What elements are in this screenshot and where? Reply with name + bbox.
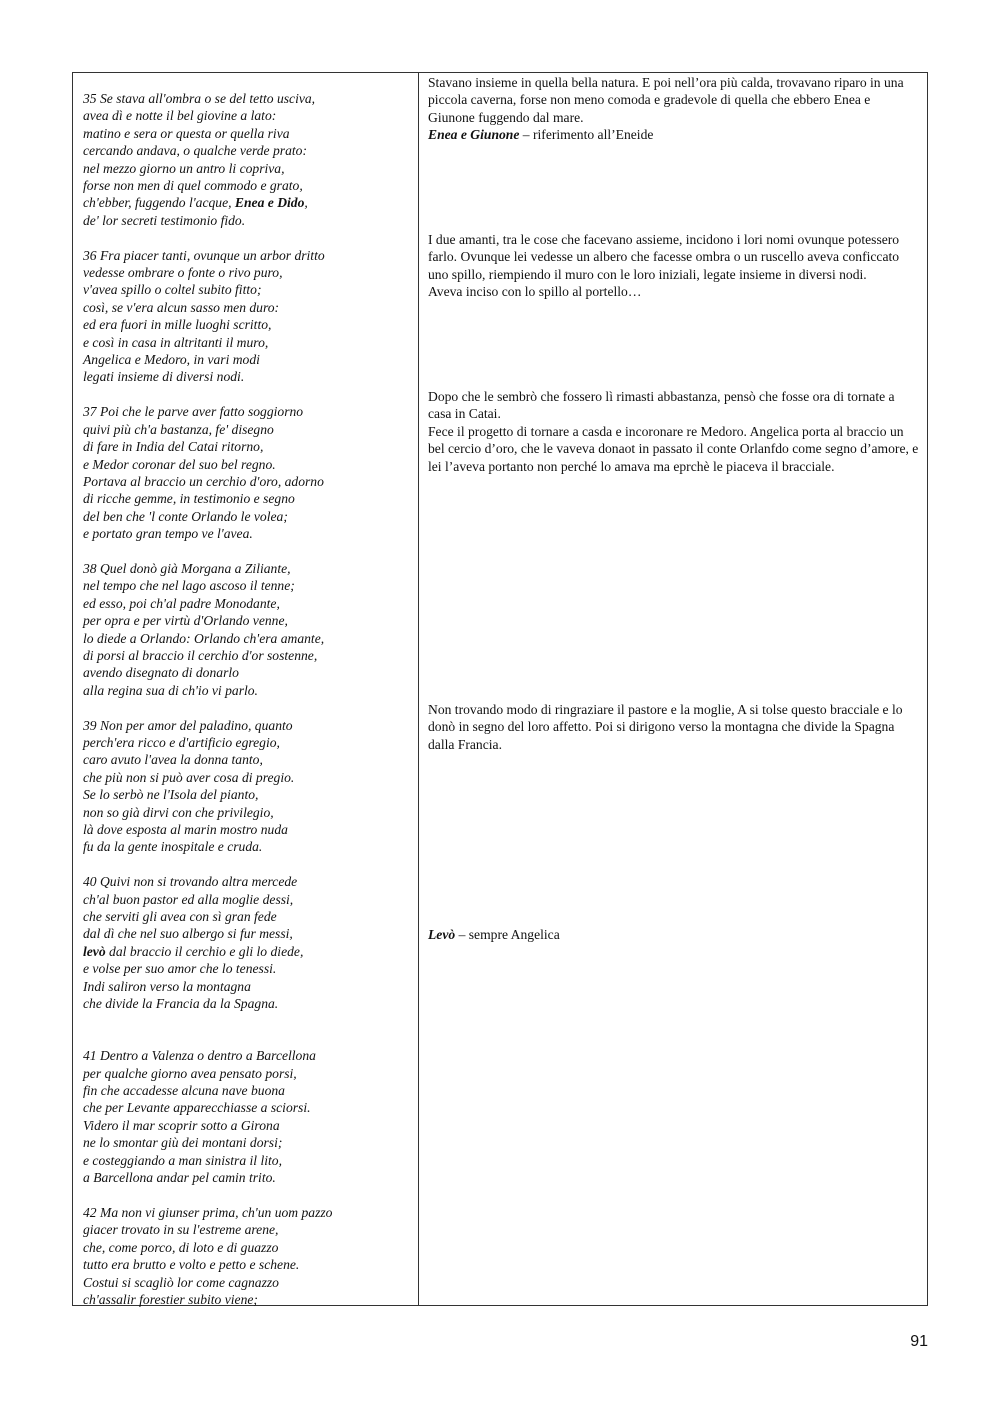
- verse-text: forse non men di quel commodo e grato,: [83, 178, 303, 194]
- verse-text: fin che accadesse alcuna nave buona: [83, 1083, 285, 1099]
- verse-text: per opra e per virtù d'Orlando venne,: [83, 613, 288, 629]
- note-stanza-39: [428, 701, 920, 753]
- verse-line: [83, 908, 413, 925]
- gloss-term: Levò: [428, 927, 456, 942]
- verse-text: e Medor coronar del suo bel regno.: [83, 456, 276, 472]
- verse-text: e portato gran tempo ve l'avea.: [83, 526, 253, 542]
- verse-text: dal dì che nel suo albergo si fur messi,: [83, 926, 293, 942]
- verse-line: [83, 647, 413, 664]
- verse-line: [83, 1256, 413, 1273]
- verse-text: caro avuto l'avea la donna tanto,: [83, 752, 263, 768]
- verse-text: Angelica e Medoro, in vari modi: [83, 352, 260, 368]
- verse-line: [83, 194, 413, 211]
- stanza: [83, 717, 413, 856]
- verse-text: 39 Non per amor del paladino, quanto: [83, 717, 293, 733]
- verse-line: [83, 821, 413, 838]
- stanza: [83, 90, 413, 229]
- stanza: [83, 873, 413, 1012]
- verse-text: che per Levante apparecchiasse a sciorsi.: [83, 1100, 311, 1116]
- verse-text: a Barcellona andar pel camin trito.: [83, 1170, 276, 1186]
- highlighted-term: Enea e Dido: [234, 195, 305, 211]
- verse-line: [83, 508, 413, 525]
- stanza: [83, 403, 413, 542]
- gloss-text: – sempre Angelica: [455, 927, 560, 942]
- verse-text: non so già dirvi con che privilegio,: [83, 804, 274, 820]
- verse-text: 37 Poi che le parve aver fatto soggiorno: [83, 404, 304, 420]
- verse-text: così, se v'era alcun sasso men duro:: [83, 299, 280, 315]
- verse-text: Costui si scagliò lor come cagnazzo: [83, 1274, 279, 1290]
- verse-line: [83, 160, 413, 177]
- note-stanza-40: [428, 926, 920, 943]
- verse-line: [83, 403, 413, 420]
- verse-text: nel tempo che nel lago ascoso il tenne;: [83, 578, 295, 594]
- note-stanza-36: [428, 231, 920, 301]
- verse-text: ch'ebber, fuggendo l'acque,: [83, 195, 235, 211]
- verse-line: [83, 212, 413, 229]
- verse-line: [83, 247, 413, 264]
- verse-line: [83, 612, 413, 629]
- note-gloss: [428, 126, 920, 143]
- column-divider: [418, 73, 419, 1305]
- verse-line: [83, 664, 413, 681]
- verse-line: [83, 717, 413, 734]
- verse-text: vedesse ombrare o fonte o rivo puro,: [83, 265, 283, 281]
- verse-line: [83, 1152, 413, 1169]
- verse-text: cercando andava, o qualche verde prato:: [83, 143, 307, 159]
- verse-text: ,: [304, 195, 308, 211]
- verse-text: perch'era ricco e d'artificio egregio,: [83, 734, 280, 750]
- verse-text: e volse per suo amor che lo tenessi.: [83, 961, 277, 977]
- verse-text: Videro il mar scoprir sotto a Girona: [83, 1117, 280, 1133]
- verse-line: [83, 1274, 413, 1291]
- note-stanza-37: [428, 388, 920, 475]
- verse-line: [83, 786, 413, 803]
- note-text-2: Fece il progetto di tornare a casda e incoronare re Medoro. Angelica porta al braccio un bel cercio d’oro, che le vaveva donaot in passato il conte Orlanfdo come segno d’amore, e lei l’aveva portanto non perché lo amava ma eprchè le piaceva il bracciale.: [428, 423, 919, 474]
- verse-line: [83, 142, 413, 159]
- verse-text: Indi saliron verso la montagna: [83, 978, 251, 994]
- verse-text: che più non si può aver cosa di pregio.: [83, 769, 295, 785]
- verse-text: del ben che 'l conte Orlando le volea;: [83, 508, 288, 524]
- verse-text: legati insieme di diversi nodi.: [83, 369, 245, 385]
- verse-text: avendo disegnato di donarlo: [83, 665, 239, 681]
- stanza: [83, 1047, 413, 1186]
- verse-line: [83, 577, 413, 594]
- verse-line: [83, 1169, 413, 1186]
- verse-line: [83, 943, 413, 960]
- verse-text: fu da la gente inospitale e cruda.: [83, 839, 263, 855]
- verse-text: dal braccio il cerchio e gli lo diede,: [105, 943, 304, 959]
- note-text: Dopo che le sembrò che fossero lì rimasti abbastanza, pensò che fosse ora di tornate a casa in Catai.: [428, 389, 895, 422]
- verse-text: v'avea spillo o coltel subito fitto;: [83, 282, 262, 298]
- verse-line: [83, 1099, 413, 1116]
- verse-text: per qualche giorno avea pensato porsi,: [83, 1065, 297, 1081]
- verse-text: lo diede a Orlando: Orlando ch'era amante,: [83, 630, 325, 646]
- stanza: [83, 560, 413, 699]
- verse-text: Se lo serbò ne l'Isola del pianto,: [83, 787, 259, 803]
- verse-text: avea dì e notte il bel giovine a lato:: [83, 108, 277, 124]
- verse-line: [83, 1082, 413, 1099]
- verse-line: [83, 334, 413, 351]
- note-text: Stavano insieme in quella bella natura. E poi nell’ora più calda, trovavano riparo in una piccola caverna, forse non meno comoda e gradevole di quella che ebbero Enea e Giunone fuggendo dal mare.: [428, 75, 904, 125]
- verse-text: di fare in India del Catai ritorno,: [83, 439, 264, 455]
- verse-text: e così in casa in altritanti il muro,: [83, 334, 269, 350]
- verse-text: che serviti gli avea con sì gran fede: [83, 909, 277, 925]
- verse-line: [83, 630, 413, 647]
- verse-text: 36 Fra piacer tanti, ovunque un arbor dritto: [83, 247, 325, 263]
- note-text: I due amanti, tra le cose che facevano assieme, incidono i lori nomi ovunque potessero farlo. Ovunque lei vedesse un albero che facesse ombra o un ruscello aveva conficcato uno spillo, riempiendo il muro con le loro iniziali, legate insieme in diversi nodi.: [428, 232, 900, 282]
- note-text-2: Aveva inciso con lo spillo al portello…: [428, 284, 642, 300]
- two-column-table: [72, 72, 928, 1306]
- note-stanza-35: [428, 74, 920, 144]
- poem-column: [83, 90, 413, 1326]
- verse-line: [83, 1221, 413, 1238]
- verse-text: 40 Quivi non si trovando altra mercede: [83, 874, 298, 890]
- verse-text: nel mezzo giorno un antro li copriva,: [83, 160, 285, 176]
- verse-line: [83, 490, 413, 507]
- verse-line: [83, 682, 413, 699]
- verse-line: [83, 1204, 413, 1221]
- verse-text: ch'assalir forestier subito viene;: [83, 1291, 258, 1307]
- verse-line: [83, 960, 413, 977]
- verse-text: quivi più ch'a bastanza, fe' disegno: [83, 421, 274, 437]
- gloss-term: Enea e Giunone: [428, 127, 520, 143]
- verse-text: là dove esposta al marin mostro nuda: [83, 822, 288, 837]
- verse-text: ne lo smontar giù dei montani dorsi;: [83, 1135, 283, 1151]
- verse-text: di porsi al braccio il cerchio d'or sostenne,: [83, 647, 318, 663]
- verse-text: de' lor secreti testimonio fido.: [83, 212, 246, 228]
- stanza: [83, 247, 413, 386]
- verse-line: [83, 734, 413, 751]
- verse-line: [83, 978, 413, 995]
- verse-line: [83, 1065, 413, 1082]
- verse-line: [83, 1134, 413, 1151]
- verse-text: e costeggiando a man sinistra il lito,: [83, 1152, 282, 1168]
- verse-line: [83, 804, 413, 821]
- verse-line: [83, 769, 413, 786]
- highlighted-term: levò: [83, 943, 106, 959]
- verse-line: [83, 368, 413, 385]
- gloss-text: – riferimento all’Eneide: [519, 127, 654, 143]
- verse-text: che divide la Francia da la Spagna.: [83, 996, 279, 1012]
- verse-text: che, come porco, di loto e di guazzo: [83, 1239, 279, 1255]
- verse-line: [83, 177, 413, 194]
- verse-line: [83, 264, 413, 281]
- stanza: [83, 1204, 413, 1308]
- verse-line: [83, 90, 413, 107]
- verse-text: giacer trovato in su l'estreme arene,: [83, 1222, 279, 1238]
- verse-line: [83, 560, 413, 577]
- page-number: 91: [910, 1333, 928, 1350]
- note-gloss: [428, 926, 920, 943]
- verse-line: [83, 421, 413, 438]
- verse-text: 42 Ma non vi giunser prima, ch'un uom pazzo: [83, 1204, 333, 1220]
- verse-text: ch'al buon pastor ed alla moglie dessi,: [83, 891, 294, 907]
- verse-line: [83, 925, 413, 942]
- verse-text: 41 Dentro a Valenza o dentro a Barcellona: [83, 1048, 316, 1064]
- verse-line: [83, 456, 413, 473]
- verse-text: ed esso, poi ch'al padre Monodante,: [83, 595, 280, 611]
- verse-text: tutto era brutto e volto e petto e schene.: [83, 1257, 300, 1273]
- verse-line: [83, 299, 413, 316]
- verse-text: 35 Se stava all'ombra o se del tetto usciva,: [83, 91, 316, 106]
- verse-text: matino e sera or questa or quella riva: [83, 125, 290, 141]
- note-text: Non trovando modo di ringraziare il pastore e la moglie, A si tolse questo bracciale e lo donò in segno del loro affetto. Poi si dirigono verso la montagna che divide la Spagna dalla Francia.: [428, 702, 903, 752]
- verse-line: [83, 873, 413, 890]
- verse-text: ed era fuori in mille luoghi scritto,: [83, 317, 272, 333]
- verse-line: [83, 473, 413, 490]
- verse-line: [83, 281, 413, 298]
- verse-text: 38 Quel donò già Morgana a Ziliante,: [83, 560, 291, 576]
- verse-line: [83, 125, 413, 142]
- verse-line: [83, 351, 413, 368]
- verse-line: [83, 1291, 413, 1308]
- verse-line: [83, 838, 413, 855]
- verse-line: [83, 751, 413, 768]
- verse-line: [83, 438, 413, 455]
- verse-text: alla regina sua di ch'io vi parlo.: [83, 682, 258, 698]
- verse-line: [83, 107, 413, 124]
- verse-text: di ricche gemme, in testimonio e segno: [83, 491, 295, 507]
- verse-line: [83, 595, 413, 612]
- verse-line: [83, 1117, 413, 1134]
- verse-line: [83, 1239, 413, 1256]
- verse-line: [83, 316, 413, 333]
- verse-line: [83, 995, 413, 1012]
- verse-line: [83, 1047, 413, 1064]
- verse-text: Portava al braccio un cerchio d'oro, adorno: [83, 473, 324, 489]
- verse-line: [83, 891, 413, 908]
- verse-line: [83, 525, 413, 542]
